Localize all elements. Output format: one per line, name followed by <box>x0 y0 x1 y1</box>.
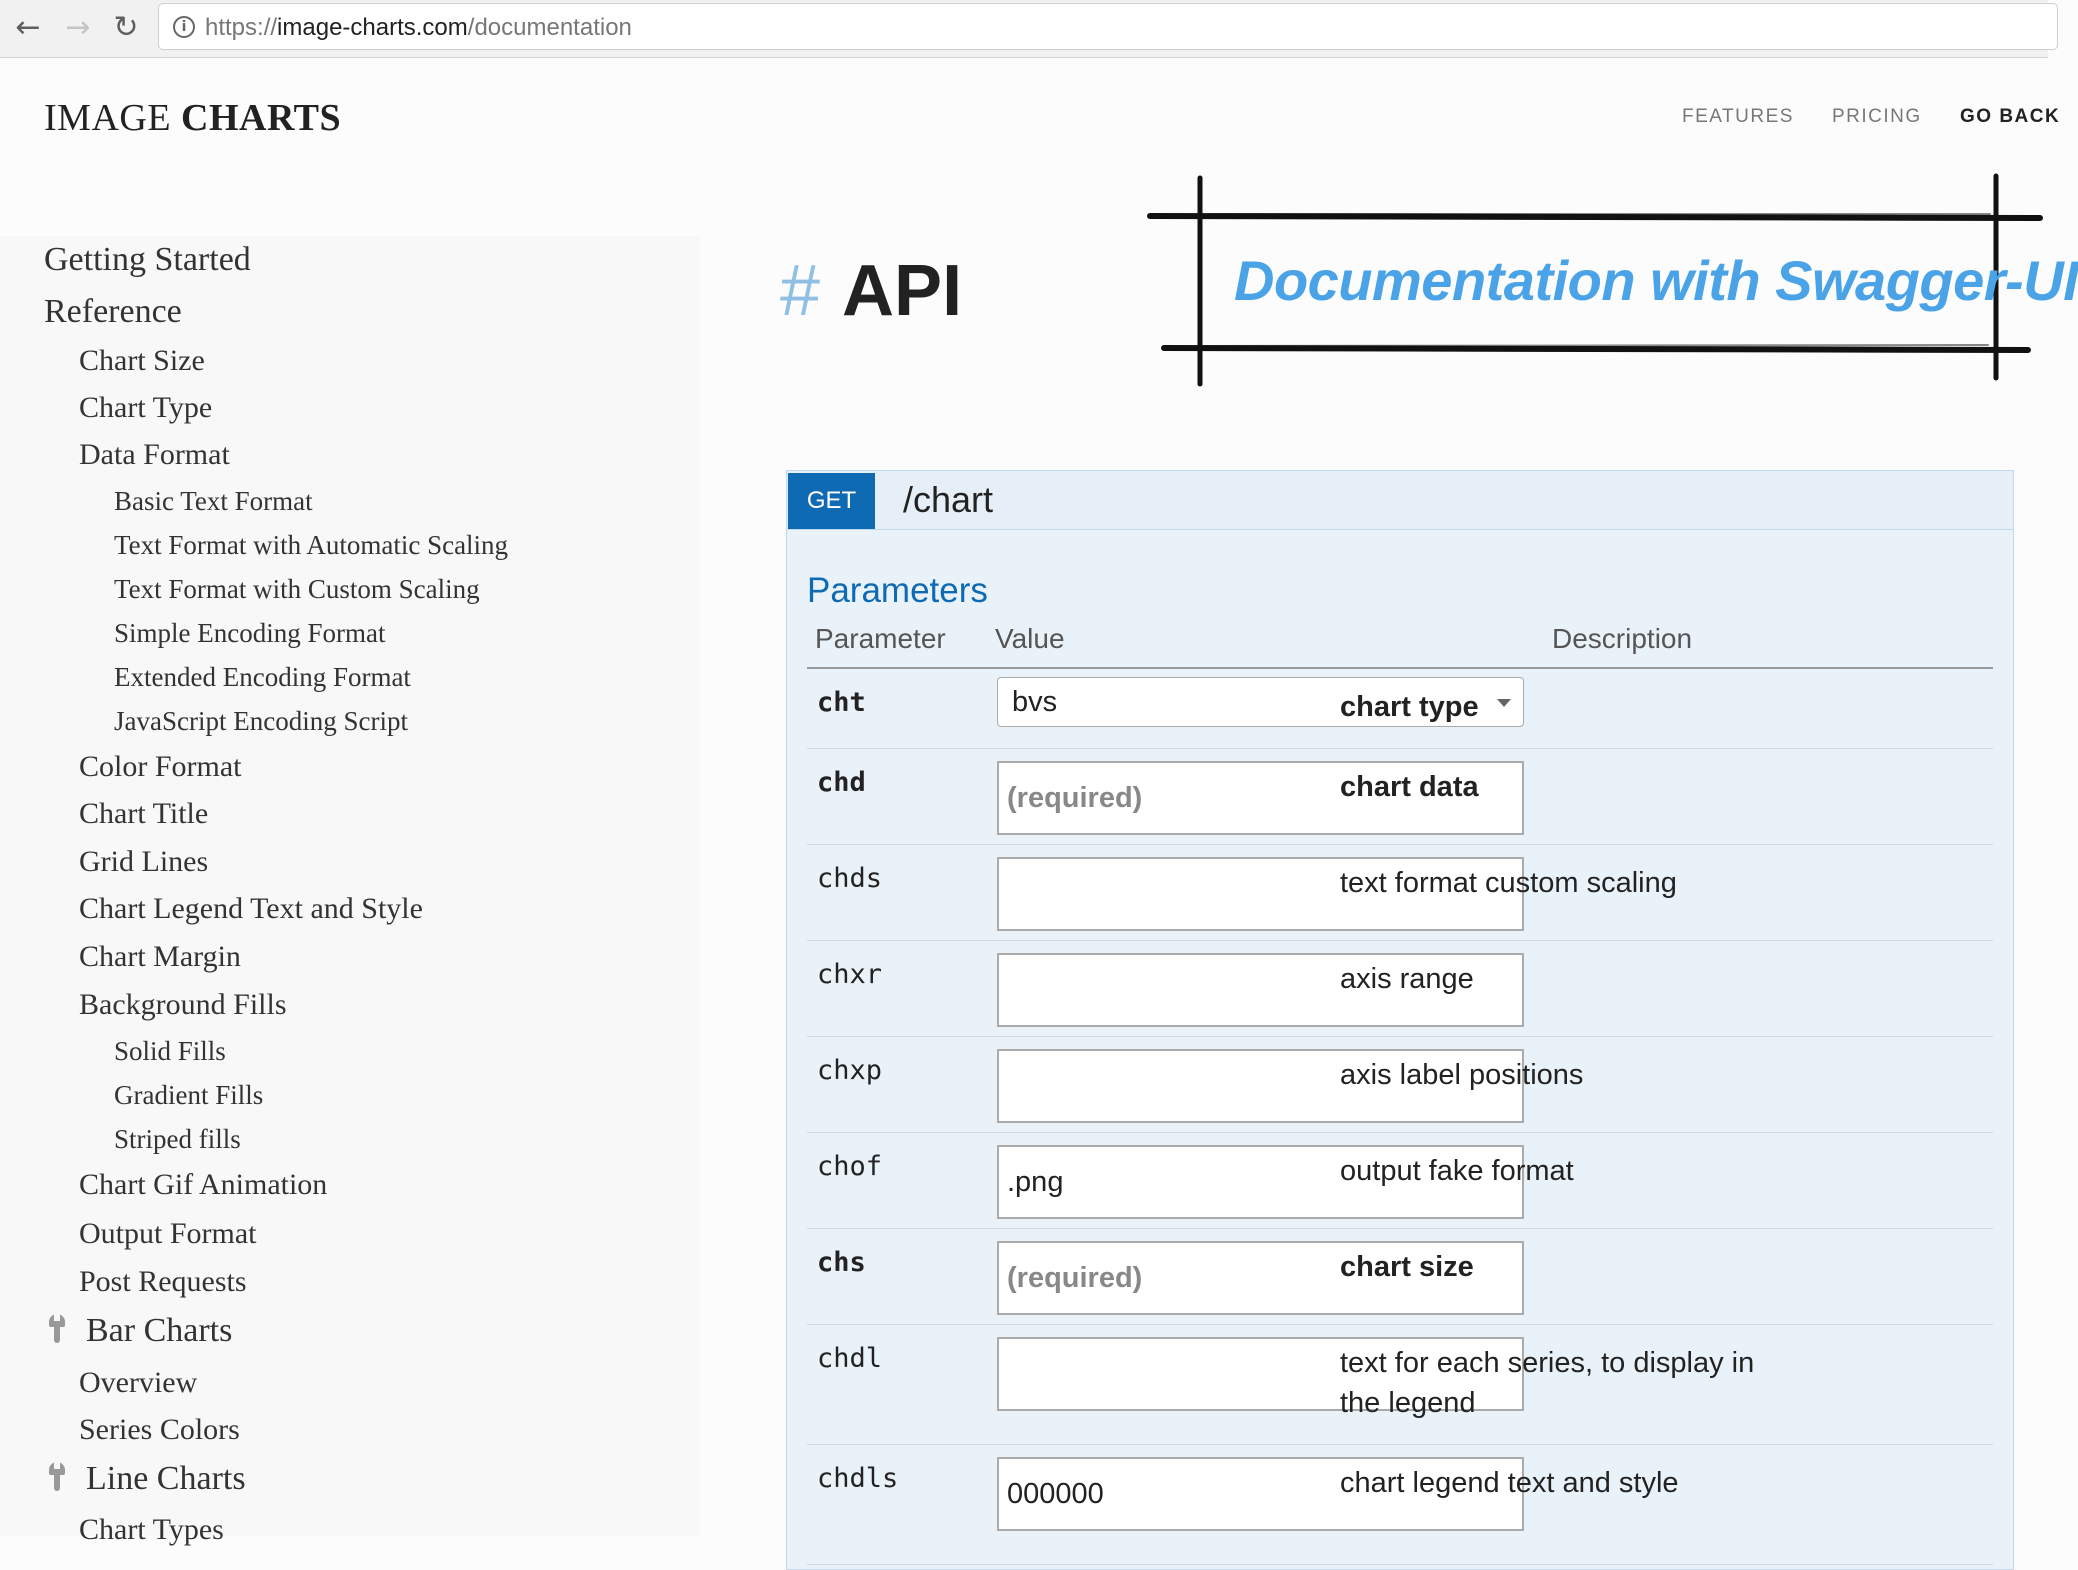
sidebar-item[interactable] <box>79 1366 197 1400</box>
sidebar-item-label: Gradient Fills <box>114 1080 264 1110</box>
operation-header[interactable] <box>787 471 2013 530</box>
sidebar-item[interactable] <box>49 1312 232 1350</box>
param-row <box>807 1133 1993 1229</box>
sidebar-item[interactable] <box>79 940 241 974</box>
forward-arrow-icon[interactable]: → <box>65 9 91 45</box>
sidebar-item-label: Simple Encoding Format <box>114 618 386 648</box>
param-description: axis label positions <box>1340 1059 1584 1091</box>
param-row <box>807 941 1993 1037</box>
operation-path[interactable]: /chart <box>903 479 994 520</box>
sidebar-item-label: JavaScript Encoding Script <box>114 706 408 736</box>
param-name: chdls <box>817 1463 899 1494</box>
column-header-value: Value <box>995 623 1065 654</box>
sidebar-item[interactable] <box>79 391 212 425</box>
sidebar-item[interactable] <box>79 892 423 926</box>
sidebar-item[interactable] <box>114 530 508 561</box>
param-row <box>807 669 1993 749</box>
reload-icon[interactable]: ↻ <box>113 9 139 45</box>
sidebar-item-label: Chart Title <box>79 797 209 830</box>
nav-features[interactable]: FEATURES <box>1682 106 1794 127</box>
sidebar-item[interactable] <box>114 662 411 693</box>
sidebar-item[interactable] <box>49 1460 246 1498</box>
back-arrow-icon[interactable]: ← <box>15 9 41 45</box>
sidebar-item-label: Solid Fills <box>114 1036 226 1066</box>
sidebar-item[interactable] <box>114 618 385 649</box>
logo-bold-text: CHARTS <box>181 97 342 139</box>
sidebar-item[interactable] <box>79 797 208 831</box>
sidebar-item[interactable] <box>44 293 182 331</box>
url-text[interactable] <box>205 14 632 42</box>
sidebar-item-label: Text Format with Automatic Scaling <box>114 530 509 560</box>
sidebar-item-label: Striped fills <box>114 1124 241 1154</box>
sidebar-item-label: Chart Types <box>79 1513 224 1546</box>
param-row <box>807 749 1993 845</box>
param-row <box>807 1445 1993 1565</box>
sidebar-item-label: Chart Margin <box>79 940 241 973</box>
anchor-hash[interactable]: # <box>780 251 821 331</box>
url-scheme: https:// <box>205 14 278 41</box>
sidebar-item[interactable] <box>79 1513 224 1547</box>
sidebar-item[interactable] <box>79 1168 327 1202</box>
param-description: chart data <box>1340 771 1479 803</box>
banner-title: Documentation with Swagger-UI <box>1234 249 2078 312</box>
url-host: image-charts.com <box>277 14 468 41</box>
param-description: chart type <box>1340 691 1479 723</box>
sidebar-item[interactable] <box>79 845 208 879</box>
param-name: chof <box>817 1151 883 1182</box>
sidebar-item-label: Chart Type <box>79 391 213 424</box>
page-title-text: API <box>842 251 963 331</box>
sidebar-item-label: Series Colors <box>79 1413 240 1446</box>
nav-go-back[interactable]: GO BACK <box>1960 106 2061 127</box>
param-description: text format custom scaling <box>1340 867 1677 899</box>
param-name: chs <box>817 1247 866 1278</box>
sidebar-item[interactable] <box>114 1124 241 1155</box>
sidebar-item-label: Chart Legend Text and Style <box>79 892 423 925</box>
sidebar-item[interactable] <box>79 988 287 1022</box>
column-header-parameter: Parameter <box>815 623 946 654</box>
param-row <box>807 1229 1993 1325</box>
sidebar-item[interactable] <box>79 1217 257 1251</box>
wrench-icon <box>49 1462 65 1492</box>
param-select-value: bvs <box>1012 686 1058 718</box>
sidebar-item-label: Grid Lines <box>79 845 209 878</box>
sidebar-item-label: Post Requests <box>79 1265 247 1298</box>
param-name: cht <box>817 687 866 718</box>
param-description: chart legend text and style <box>1340 1467 1679 1499</box>
sidebar-item-label: Basic Text Format <box>114 486 313 516</box>
sidebar-item[interactable] <box>44 241 251 279</box>
sidebar-item-label: Reference <box>44 293 182 330</box>
param-description: chart size <box>1340 1251 1474 1283</box>
sidebar-item[interactable] <box>79 438 230 472</box>
sidebar-item-label: Text Format with Custom Scaling <box>114 574 480 604</box>
sidebar-item-label: Background Fills <box>79 988 287 1021</box>
address-bar[interactable] <box>158 3 2058 50</box>
param-name: chxr <box>817 959 883 990</box>
param-name: chxp <box>817 1055 883 1086</box>
sidebar-item[interactable] <box>114 574 480 605</box>
sidebar-item-label: Extended Encoding Format <box>114 662 411 692</box>
param-name: chdl <box>817 1343 883 1374</box>
logo-light-text: IMAGE <box>44 97 172 139</box>
param-row <box>807 845 1993 941</box>
sidebar-item[interactable] <box>79 750 242 784</box>
sidebar-item[interactable] <box>79 1265 247 1299</box>
param-description: text for each series, to display in the legend <box>1340 1347 1755 1419</box>
sidebar-item-label: Data Format <box>79 438 230 471</box>
info-icon[interactable]: i <box>173 16 195 38</box>
param-description: axis range <box>1340 963 1474 995</box>
site-logo[interactable] <box>44 96 341 140</box>
page-title <box>780 250 962 332</box>
sidebar-item[interactable] <box>114 486 313 517</box>
sidebar-item-label: Getting Started <box>44 241 251 278</box>
browser-toolbar <box>0 0 2048 58</box>
sidebar-item[interactable] <box>114 706 408 737</box>
column-header-description: Description <box>1552 623 1693 654</box>
swagger-banner <box>1150 170 2078 390</box>
param-row <box>807 1325 1993 1445</box>
sidebar-item-label: Chart Size <box>79 344 205 377</box>
param-name: chd <box>817 767 866 798</box>
sidebar-item-label: Overview <box>79 1366 198 1399</box>
sidebar-item[interactable] <box>79 344 205 378</box>
url-path: /documentation <box>467 14 632 41</box>
nav-pricing[interactable]: PRICING <box>1832 106 1922 127</box>
sidebar-item[interactable] <box>114 1080 263 1111</box>
param-description: output fake format <box>1340 1155 1574 1187</box>
sidebar-item-label: Line Charts <box>86 1460 246 1497</box>
param-name: chds <box>817 863 883 894</box>
sidebar-item-label: Output Format <box>79 1217 257 1250</box>
parameters-title: Parameters <box>807 571 988 610</box>
sidebar-item-label: Chart Gif Animation <box>79 1168 328 1201</box>
method-badge[interactable]: GET <box>788 473 875 529</box>
param-row <box>807 1037 1993 1133</box>
operation-block <box>786 470 2014 1570</box>
wrench-icon <box>49 1314 65 1344</box>
sidebar-item-label: Color Format <box>79 750 242 783</box>
sidebar-item[interactable] <box>114 1036 226 1067</box>
sidebar-item-label: Bar Charts <box>86 1312 233 1349</box>
sidebar-item[interactable] <box>79 1413 240 1447</box>
